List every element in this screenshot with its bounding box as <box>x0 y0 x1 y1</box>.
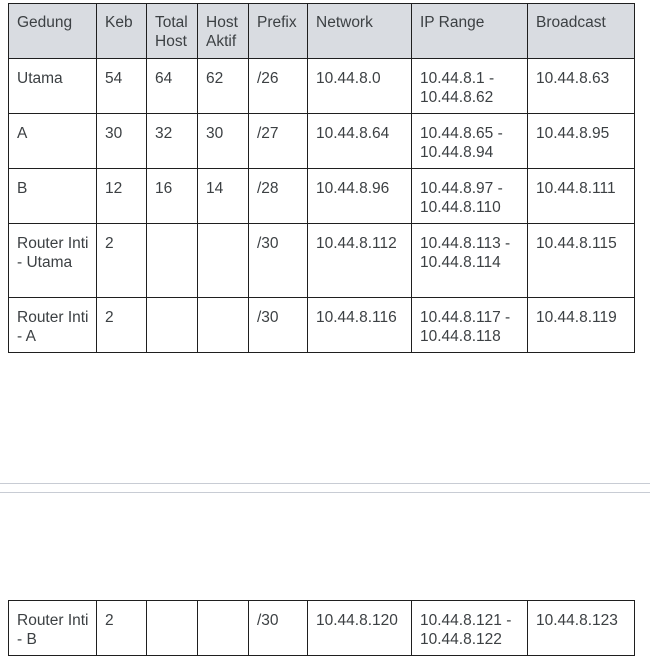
cell-gedung: B <box>9 169 97 224</box>
subnet-table-continued <box>8 600 635 656</box>
cell-network: 10.44.8.116 <box>308 298 412 353</box>
cell-keb: 2 <box>97 298 147 353</box>
cell-total-host <box>147 601 198 656</box>
cell-broadcast: 10.44.8.119 <box>528 298 635 353</box>
table-row <box>9 298 635 353</box>
header-gedung: Gedung <box>9 4 97 59</box>
cell-broadcast: 10.44.8.123 <box>528 601 635 656</box>
cell-keb: 54 <box>97 59 147 114</box>
cell-broadcast: 10.44.8.115 <box>528 224 635 298</box>
cell-prefix: /27 <box>249 114 308 169</box>
cell-gedung: A <box>9 114 97 169</box>
table-row <box>9 114 635 169</box>
cell-prefix: /30 <box>249 298 308 353</box>
cell-total-host: 64 <box>147 59 198 114</box>
header-network: Network <box>308 4 412 59</box>
table-row <box>9 601 635 656</box>
cell-host-aktif <box>198 224 249 298</box>
cell-prefix: /30 <box>249 601 308 656</box>
cell-prefix: /30 <box>249 224 308 298</box>
cell-network: 10.44.8.120 <box>308 601 412 656</box>
cell-ip-range: 10.44.8.117 - 10.44.8.118 <box>412 298 528 353</box>
cell-total-host: 32 <box>147 114 198 169</box>
cell-ip-range: 10.44.8.1 - 10.44.8.62 <box>412 59 528 114</box>
cell-ip-range: 10.44.8.121 - 10.44.8.122 <box>412 601 528 656</box>
cell-host-aktif: 14 <box>198 169 249 224</box>
page-break <box>0 483 650 493</box>
cell-host-aktif: 30 <box>198 114 249 169</box>
cell-keb: 12 <box>97 169 147 224</box>
cell-network: 10.44.8.0 <box>308 59 412 114</box>
cell-network: 10.44.8.112 <box>308 224 412 298</box>
table-body <box>9 59 635 353</box>
cell-broadcast: 10.44.8.63 <box>528 59 635 114</box>
cell-network: 10.44.8.64 <box>308 114 412 169</box>
cell-gedung: Router Inti - Utama <box>9 224 97 298</box>
table-body <box>9 601 635 656</box>
header-total-host: Total Host <box>147 4 198 59</box>
table-row <box>9 224 635 298</box>
cell-prefix: /26 <box>249 59 308 114</box>
cell-network: 10.44.8.96 <box>308 169 412 224</box>
header-ip-range: IP Range <box>412 4 528 59</box>
cell-host-aktif <box>198 601 249 656</box>
table-header <box>9 4 635 59</box>
table-row <box>9 169 635 224</box>
cell-host-aktif <box>198 298 249 353</box>
cell-keb: 2 <box>97 601 147 656</box>
cell-broadcast: 10.44.8.95 <box>528 114 635 169</box>
cell-gedung: Utama <box>9 59 97 114</box>
header-host-aktif: Host Aktif <box>198 4 249 59</box>
cell-keb: 30 <box>97 114 147 169</box>
cell-keb: 2 <box>97 224 147 298</box>
cell-ip-range: 10.44.8.65 - 10.44.8.94 <box>412 114 528 169</box>
cell-ip-range: 10.44.8.97 - 10.44.8.110 <box>412 169 528 224</box>
cell-host-aktif: 62 <box>198 59 249 114</box>
header-prefix: Prefix <box>249 4 308 59</box>
cell-prefix: /28 <box>249 169 308 224</box>
cell-total-host <box>147 224 198 298</box>
cell-ip-range: 10.44.8.113 - 10.44.8.114 <box>412 224 528 298</box>
subnet-table <box>8 3 635 353</box>
cell-broadcast: 10.44.8.111 <box>528 169 635 224</box>
cell-gedung: Router Inti - A <box>9 298 97 353</box>
table-row <box>9 59 635 114</box>
header-keb: Keb <box>97 4 147 59</box>
cell-total-host <box>147 298 198 353</box>
cell-total-host: 16 <box>147 169 198 224</box>
cell-gedung: Router Inti - B <box>9 601 97 656</box>
header-broadcast: Broadcast <box>528 4 635 59</box>
header-row <box>9 4 635 59</box>
